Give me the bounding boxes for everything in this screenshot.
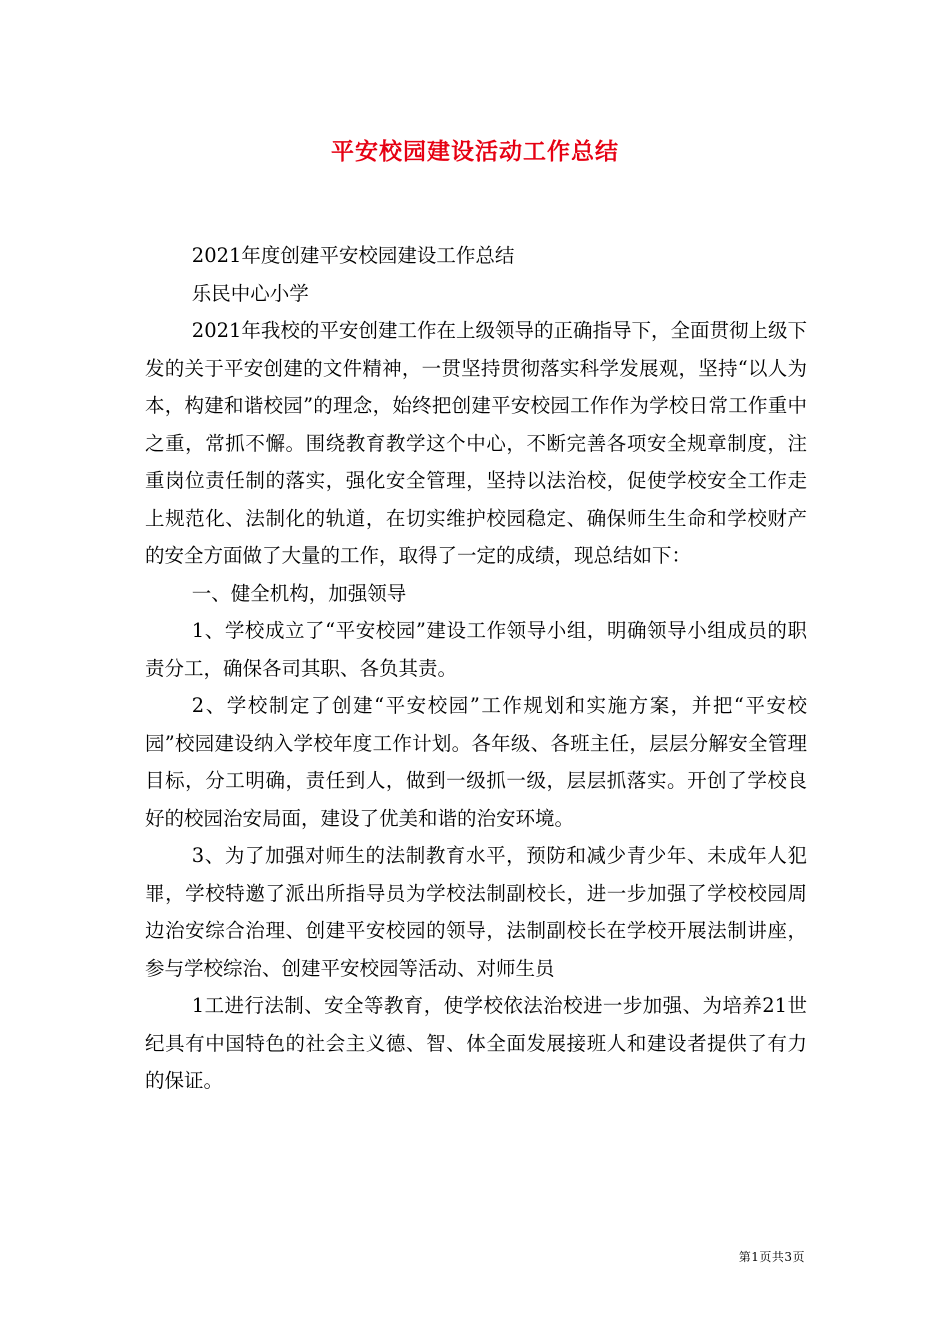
paragraph-continuation: 1工进行法制、安全等教育，使学校依法治校进一步加强、为培养21世纪具有中国特色的社会主义德、智、体全面发展接班人和建设者提供了有力的保证。 (145, 994, 807, 1092)
school-name: 乐民中心小学 (191, 281, 309, 305)
paragraph-item-2: 2、学校制定了创建“平安校园”工作规划和实施方案，并把“平安校园”校园建设纳入学校年度工作计划。各年级、各班主任，层层分解安全管理目标，分工明确，责任到人，做到一级抓一级，层层抓落实。开创了学校良好的校园治安局面，建设了优美和谐的治安环境。 (145, 694, 807, 830)
paragraph-item-1: 1、学校成立了“平安校园”建设工作领导小组，明确领导小组成员的职责分工，确保各司其职、各负其责。 (145, 619, 807, 680)
page-number: 第1页共3页 (738, 1250, 805, 1264)
document-title: 平安校园建设活动工作总结 (331, 138, 619, 165)
document-body (145, 237, 807, 1100)
section-heading-1: 一、健全机构，加强领导 (191, 581, 407, 605)
subtitle-line: 2021年度创建平安校园建设工作总结 (191, 244, 515, 267)
intro-paragraph: 2021年我校的平安创建工作在上级领导的正确指导下，全面贯彻上级下发的关于平安创建的文件精神，一贯坚持贯彻落实科学发展观，坚持“以人为本，构建和谐校园”的理念，始终把创建平安校园工作作为学校日常工作重中之重，常抓不懈。围绕教育教学这个中心，不断完善各项安全规章制度，注重岗位责任制的落实，强化安全管理，坚持以法治校，促使学校安全工作走上规范化、法制化的轨道，在切实维护校园稳定、确保师生生命和学校财产的安全方面做了大量的工作，取得了一定的成绩，现总结如下： (145, 319, 807, 567)
paragraph-item-3: 3、为了加强对师生的法制教育水平，预防和减少青少年、未成年人犯罪，学校特邀了派出所指导员为学校法制副校长，进一步加强了学校校园周边治安综合治理、创建平安校园的领导，法制副校长在学校开展法制讲座，参与学校综治、创建平安校园等活动、对师生员 (145, 844, 807, 980)
